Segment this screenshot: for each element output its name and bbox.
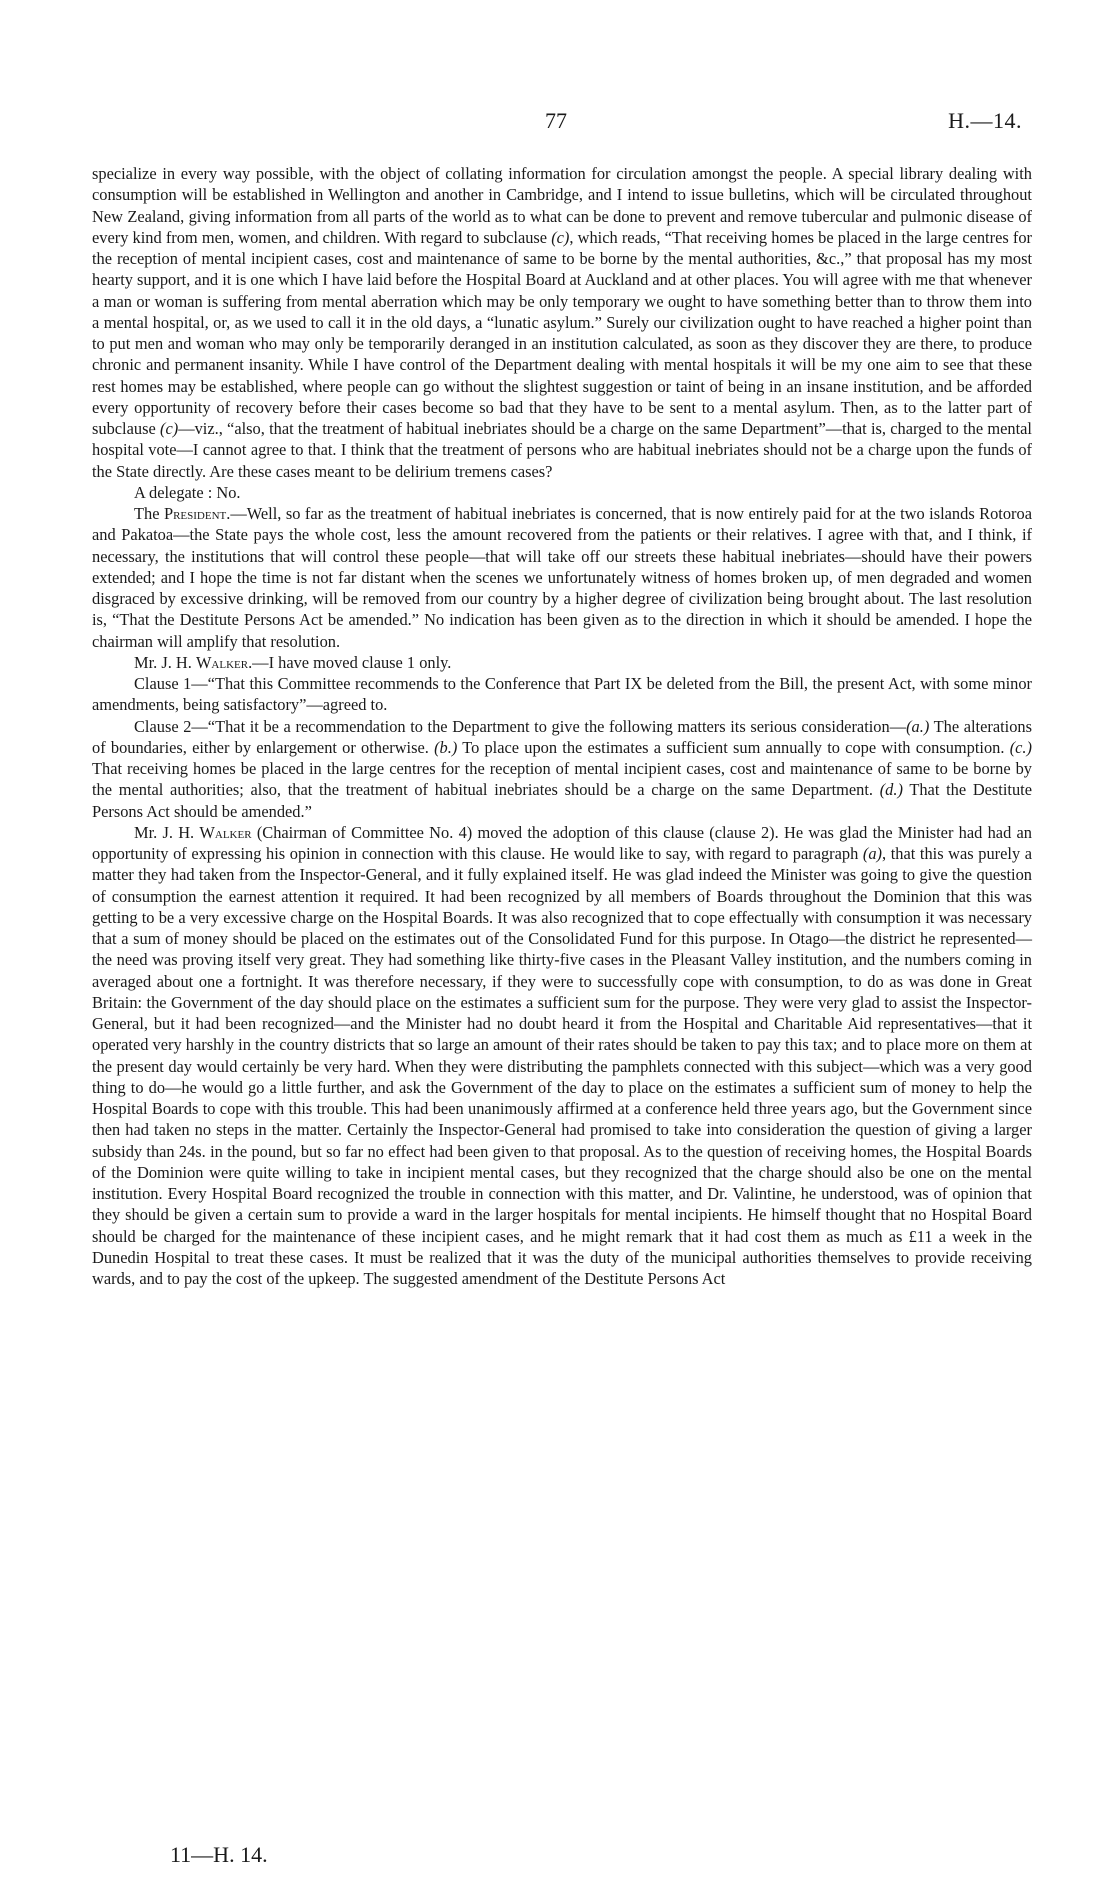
text-run: (c) [159,419,179,438]
text-run: Walker [199,822,252,842]
text-run: , that this was purely a matter they had taken from the Inspector-General, and it fully explained itself. He was glad indeed the Minister was going to give the question of consumption the earnest attention it required. It had been recognized by all members of Boards throughout the Dominion that this was getting to be a very excessive charge on the Hospital Boards. It was also recognized that to cope effectually with consumption it was necessary that a sum of money should be placed on the estimates out of the Consolidated Fund for this purpose. In Otago—the district he represented—the need was proving itself very great. They had something like thirty-five cases in the Pleasant Valley institution, and the numbers coming in averaged about one a fortnight. It was therefore necessary, if they were to successfully cope with consumption, to do as was done in Great Britain: the Government of the day should place on the estimates a sufficient sum for the purpose. They were very glad to assist the Inspector-General, but it had been recognized—and the Minister had no doubt heard it from the Hospital and Charitable Aid representatives—that it operated very harshly in the country districts that so large an amount of their rates should be taken to pay this tax; and to place more on them at the present day would certainly be very hard. When they were distributing the pamphlets connected with this subject—which was a very good thing to do—he would go a little further, and ask the Government of the day to place on the estimates a sufficient sum of money to help the Hospital Boards to cope with this trouble. This had been unanimously affirmed at a conference held three years ago, but the Government since then had taken no steps in the matter. Certainly the Inspector-General had promised to take into consideration the question of giving a larger subsidy than 24s. in the pound, but so far no effect had been given to that proposal. As to the question of receiving homes, the Hospital Boards of the Dominion were quite willing to take in incipient mental cases, but they recognized that the charge should also be one on the mental institution. Every Hospital Board recognized the trouble in connection with this matter, and Dr. Valintine, he understood, was of opinion that they should be given a certain sum to provide a ward in the larger hospitals for mental incipients. He himself thought that no Hospital Board should be charged for the maintenance of these incipient cases, and he might remark that it had cost them as much as £11 a week in the Dunedin Hospital to treat these cases. It must be realized that it was the duty of the municipal authorities themselves to provide receiving wards, and to pay the cost of the upkeep. The suggested amendment of the Destitute Persons Act [92,844,1033,1288]
text-run: Mr. J. H. [134,652,196,672]
text-run: (a.) [906,716,930,736]
text-run: The [134,504,164,523]
text-run: (a) [862,844,883,863]
text-run: Clause 1—“That this Committee recommends to the Conference that Part IX be deleted from the Bill, the present Act, with some minor amendments, being satisfactory”—agreed to. [92,674,1032,715]
text-run: The alterations of boundaries, either by enlargement or otherwise. [92,716,1032,757]
text-run: (c) [551,227,570,247]
text-run: (b.) [434,737,458,757]
text-run: President [163,504,227,523]
text-run: , which reads, “That receiving homes be placed in the large centres for the reception of mental incipient cases, cost and maintenance of same to be borne by the mental authorities, &c.,” that proposal has my most hearty support, and it is one which I have laid before the Hospital Board at Auckland and at other places. You will agree with me that whenever a man or woman is suffering from mental aberration which may be only temporary we ought to have something better than to throw them into a mental hospital, or, as we used to call it in the old days, a “lunatic asylum.” Surely our civilization ought to have reached a higher point than to put men and woman who may only be temporarily deranged in an institution calculated, as soon as they discover they are there, to produce chronic and permanent insanity. While I have control of the Department dealing with mental hospitals it will be my one aim to see that these rest homes may be established, where people can go without the slightest suggestion or taint of being in an insane institution, and be afforded every opportunity of recovery before their cases become so bad that they have to be sent to a mental asylum. Then, as to the latter part of subclause [92,227,1032,438]
paragraph [92,716,1032,822]
document-code: H.—14. [948,108,1022,133]
text-run: Mr. J. H. [134,822,200,842]
text-run: .—Well, so far as the treatment of habitual inebriates is concerned, that is now entirely paid for at the two islands Rotoroa and Pakatoa—the State pays the whole cost, less the amount recovered from the patients or their relatives. I agree with that, and I think, if necessary, the institutions that will control these people—that will take off our streets these habitual inebriates—should have their powers extended; and I hope the time is not far distant when the scenes we unfortunately witness of homes broken up, of men degraded and women disgraced by excessive drinking, will be removed from our country by a higher degree of civilization being brought about. The last resolution is, “That the Destitute Persons Act be amended.” No indication has been given as to the direction in which it should be amended. I hope the chairman will amplify that resolution. [92,504,1032,651]
text-run: Clause 2—“That it be a recommendation to the Department to give the following matters its serious consideration— [134,716,907,736]
text-run: —viz., “also, that the treatment of habitual inebriates should be a charge on the same Department”—that is, charged to the mental hospital vote—I cannot agree to that. I think that the treatment of persons who are habitual inebriates should not be a charge upon the funds of the State directly. Are these cases meant to be delirium tremens cases? [92,419,1032,481]
paragraph [92,652,1032,673]
paragraph [92,822,1032,1290]
page-number: 77 [545,108,567,133]
paragraph [92,673,1032,716]
signature-mark: 11—H. 14. [170,1842,268,1867]
text-run: specialize in every way possible, with the object of collating information for circulation amongst the people. A special library dealing with consumption will be established in Wellington and another in Cambridge, and I intend to issue bulletins, which will be circulated throughout New Zealand, giving information from all parts of the world as to what can be done to prevent and remove tubercular and pulmonic disease of every kind from men, women, and children. With regard to subclause [92,164,1032,247]
text-run: .—I have moved clause 1 only. [248,652,452,672]
text-run: That the Destitute Persons Act should be amended.” [92,780,1032,821]
page-header [0,108,1114,138]
text-run: (c.) [1009,737,1032,757]
text-run: (d.) [879,780,903,800]
paragraph [92,163,1032,482]
text-run: (Chairman of Committee No. 4) moved the adoption of this clause (clause 2). He was glad the Minister had had an opportunity of expressing his opinion in connection with this clause. He would like to say, with regard to paragraph [92,822,1032,863]
paragraph [92,482,1032,503]
paragraph [92,503,1032,652]
body-text [92,163,1032,1289]
text-run: That receiving homes be placed in the large centres for the reception of mental incipient cases, cost and maintenance of same to be borne by the mental authorities; also, that the treatment of habitual inebriates should be a charge on the same Department. [92,759,1032,800]
text-run: Walker [195,652,249,672]
text-run: To place upon the estimates a sufficient sum annually to cope with consumption. [457,737,1010,757]
text-run: A delegate : No. [134,482,241,502]
